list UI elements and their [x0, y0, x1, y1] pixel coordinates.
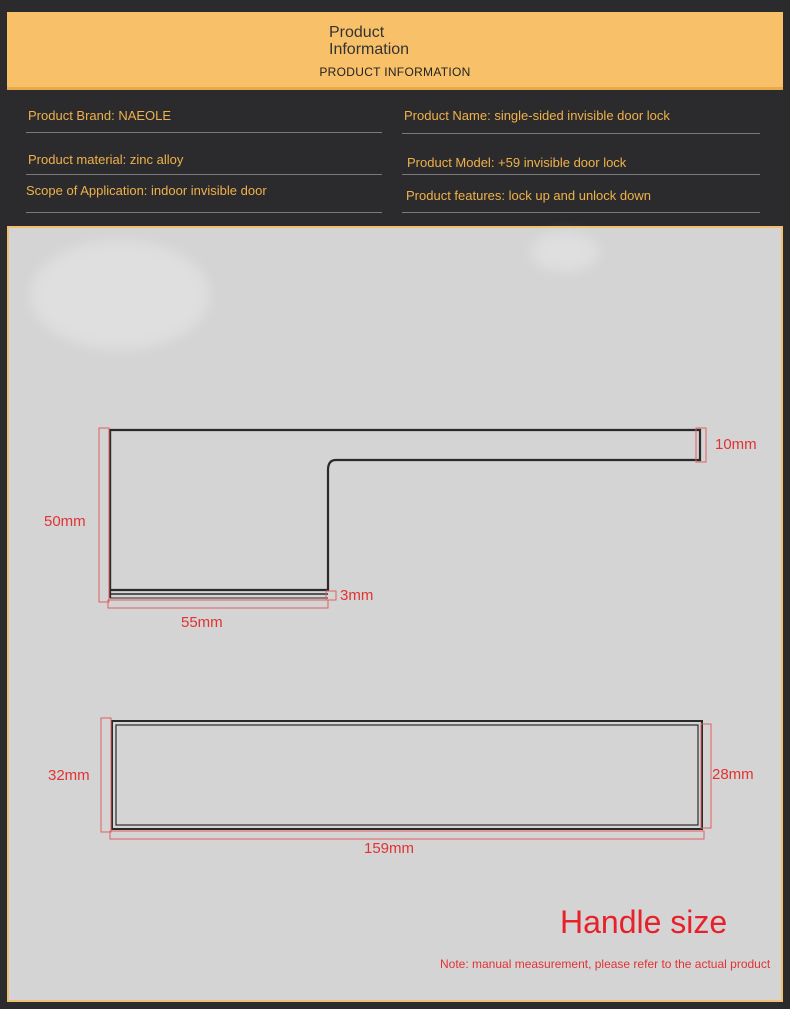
handle-profile-outline — [110, 430, 700, 590]
spec-material: Product material: zinc alloy — [28, 152, 184, 167]
measurement-note: Note: manual measurement, please refer to the actual product — [440, 957, 771, 971]
dimension-marker-32mm — [101, 718, 111, 832]
handle-size-heading: Handle size — [560, 904, 728, 940]
dimension-label-55mm: 55mm — [181, 614, 223, 631]
spec-model: Product Model: +59 invisible door lock — [407, 155, 627, 170]
banner-title: Product Information — [329, 24, 410, 58]
dimension-label-50mm: 50mm — [44, 513, 86, 530]
dimension-marker-50mm — [99, 428, 109, 602]
spec-brand: Product Brand: NAEOLE — [28, 108, 172, 123]
spec-scope: Scope of Application: indoor invisible door — [26, 183, 267, 198]
dimension-label-10mm: 10mm — [715, 436, 757, 453]
handle-face-outer — [112, 721, 702, 829]
spec-features: Product features: lock up and unlock down — [406, 188, 651, 203]
banner-subtitle: PRODUCT INFORMATION — [319, 65, 471, 79]
dimension-marker-159mm — [110, 831, 704, 839]
dimension-marker-55mm — [108, 600, 328, 608]
dimension-label-32mm: 32mm — [48, 767, 90, 784]
spec-name: Product Name: single-sided invisible door lock — [404, 108, 670, 123]
dimension-marker-3mm — [326, 591, 336, 600]
dimension-label-159mm: 159mm — [364, 840, 415, 857]
dimension-label-3mm: 3mm — [340, 587, 374, 604]
handle-face-inner — [116, 725, 698, 825]
dimension-label-28mm: 28mm — [712, 766, 754, 783]
